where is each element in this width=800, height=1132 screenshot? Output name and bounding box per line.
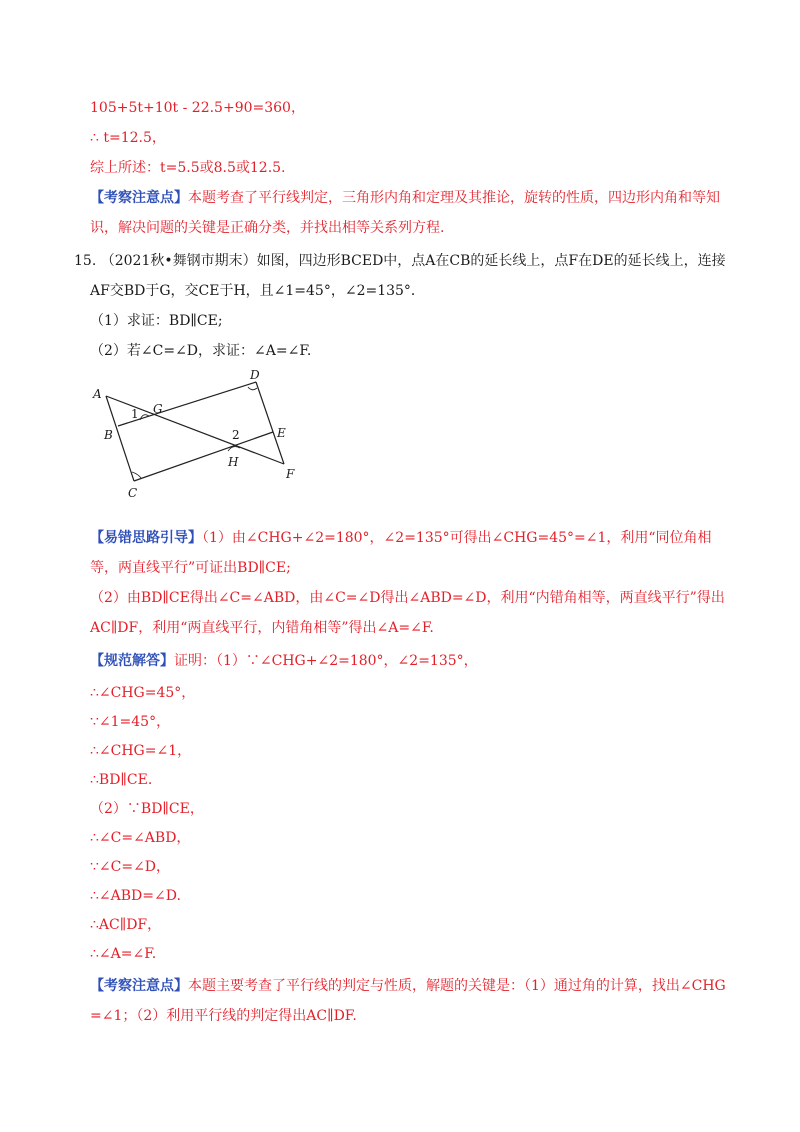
label-c: C	[128, 486, 138, 500]
label-a: A	[93, 387, 102, 401]
solution-line-4: ∴∠CHG=∠1，	[90, 743, 192, 759]
note2-tag: 【考察注意点】	[90, 978, 188, 994]
hint-line-4: AC∥DF，利用“两直线平行，内错角相等”得出∠A=∠F.	[90, 620, 434, 636]
prev-summary-line: 综上所述：t=5.5或8.5或12.5.	[90, 160, 286, 176]
prev-result-line: ∴ t=12.5，	[90, 130, 166, 146]
geometry-figure	[88, 368, 308, 503]
problem-part-1: （1）求证：BD∥CE;	[90, 313, 223, 329]
solution-line-8: ∵∠C=∠D，	[90, 859, 171, 875]
hint-line-1	[90, 528, 728, 548]
segment-df	[256, 382, 284, 464]
hint-tag: 【易错思路引导】	[90, 530, 202, 546]
prev-note-line-1	[90, 188, 728, 208]
note-text: 本题考查了平行线判定，三角形内角和定理及其推论，旋转的性质，四边形内角和等知	[188, 190, 720, 206]
solution-tag: 【规范解答】	[90, 653, 174, 669]
solution-text-1: 证明：（1）∵∠CHG+∠2=180°，∠2=135°，	[174, 653, 478, 669]
note2-line-2: =∠1；（2）利用平行线的判定得出AC∥DF.	[90, 1008, 357, 1024]
solution-line-3: ∵∠1=45°，	[90, 714, 171, 730]
problem-number: 15.	[74, 253, 97, 269]
note-tag: 【考察注意点】	[90, 190, 188, 206]
angle-d-arc	[248, 387, 257, 390]
solution-line-10: ∴AC∥DF，	[90, 917, 162, 933]
problem-stem-1: （2021秋•舞钢市期末）如图，四边形BCED中，点A在CB的延长线上，点F在DE的延长线上，连接	[100, 253, 726, 269]
label-d: D	[250, 368, 260, 382]
hint-text-1: （1）由∠CHG+∠2=180°，∠2=135°可得出∠CHG=45°=∠1，利用“同位角相	[202, 530, 712, 546]
prev-equation-line: 105+5t+10t - 22.5+90=360，	[90, 100, 305, 116]
solution-line-7: ∴∠C=∠ABD，	[90, 830, 191, 846]
problem-stem-line-2: AF交BD于G，交CE于H，且∠1=45°，∠2=135°．	[90, 283, 425, 299]
problem-stem-line-1	[74, 251, 728, 271]
label-b: B	[104, 428, 113, 442]
problem-part-2: （2）若∠C=∠D，求证：∠A=∠F.	[90, 343, 312, 359]
solution-line-11: ∴∠A=∠F.	[90, 946, 157, 962]
hint-line-3: （2）由BD∥CE得出∠C=∠ABD，由∠C=∠D得出∠ABD=∠D，利用“内错角相等，两直线平行”得出	[90, 590, 725, 606]
solution-line-5: ∴BD∥CE.	[90, 772, 153, 788]
label-angle-2: 2	[232, 428, 240, 442]
note2-text-1: 本题主要考查了平行线的判定与性质，解题的关键是：（1）通过角的计算，找出∠CHG	[188, 978, 726, 994]
solution-line-6: （2）∵BD∥CE，	[90, 801, 204, 817]
prev-note-line-2: 识，解决问题的关键是正确分类，并找出相等关系列方程.	[90, 220, 445, 236]
solution-line-1	[90, 651, 728, 671]
label-angle-1: 1	[131, 407, 139, 421]
hint-line-2: 等，两直线平行”可证出BD∥CE;	[90, 560, 291, 576]
angle-c-arc	[132, 472, 141, 478]
solution-line-9: ∴∠ABD=∠D.	[90, 888, 181, 904]
label-g: G	[153, 402, 163, 416]
label-h: H	[228, 455, 239, 469]
solution-line-2: ∴∠CHG=45°，	[90, 685, 196, 701]
label-f: F	[286, 467, 295, 481]
label-e: E	[277, 426, 286, 440]
note2-line-1	[90, 976, 728, 996]
segment-bd	[118, 382, 256, 426]
segment-ce	[134, 432, 273, 481]
